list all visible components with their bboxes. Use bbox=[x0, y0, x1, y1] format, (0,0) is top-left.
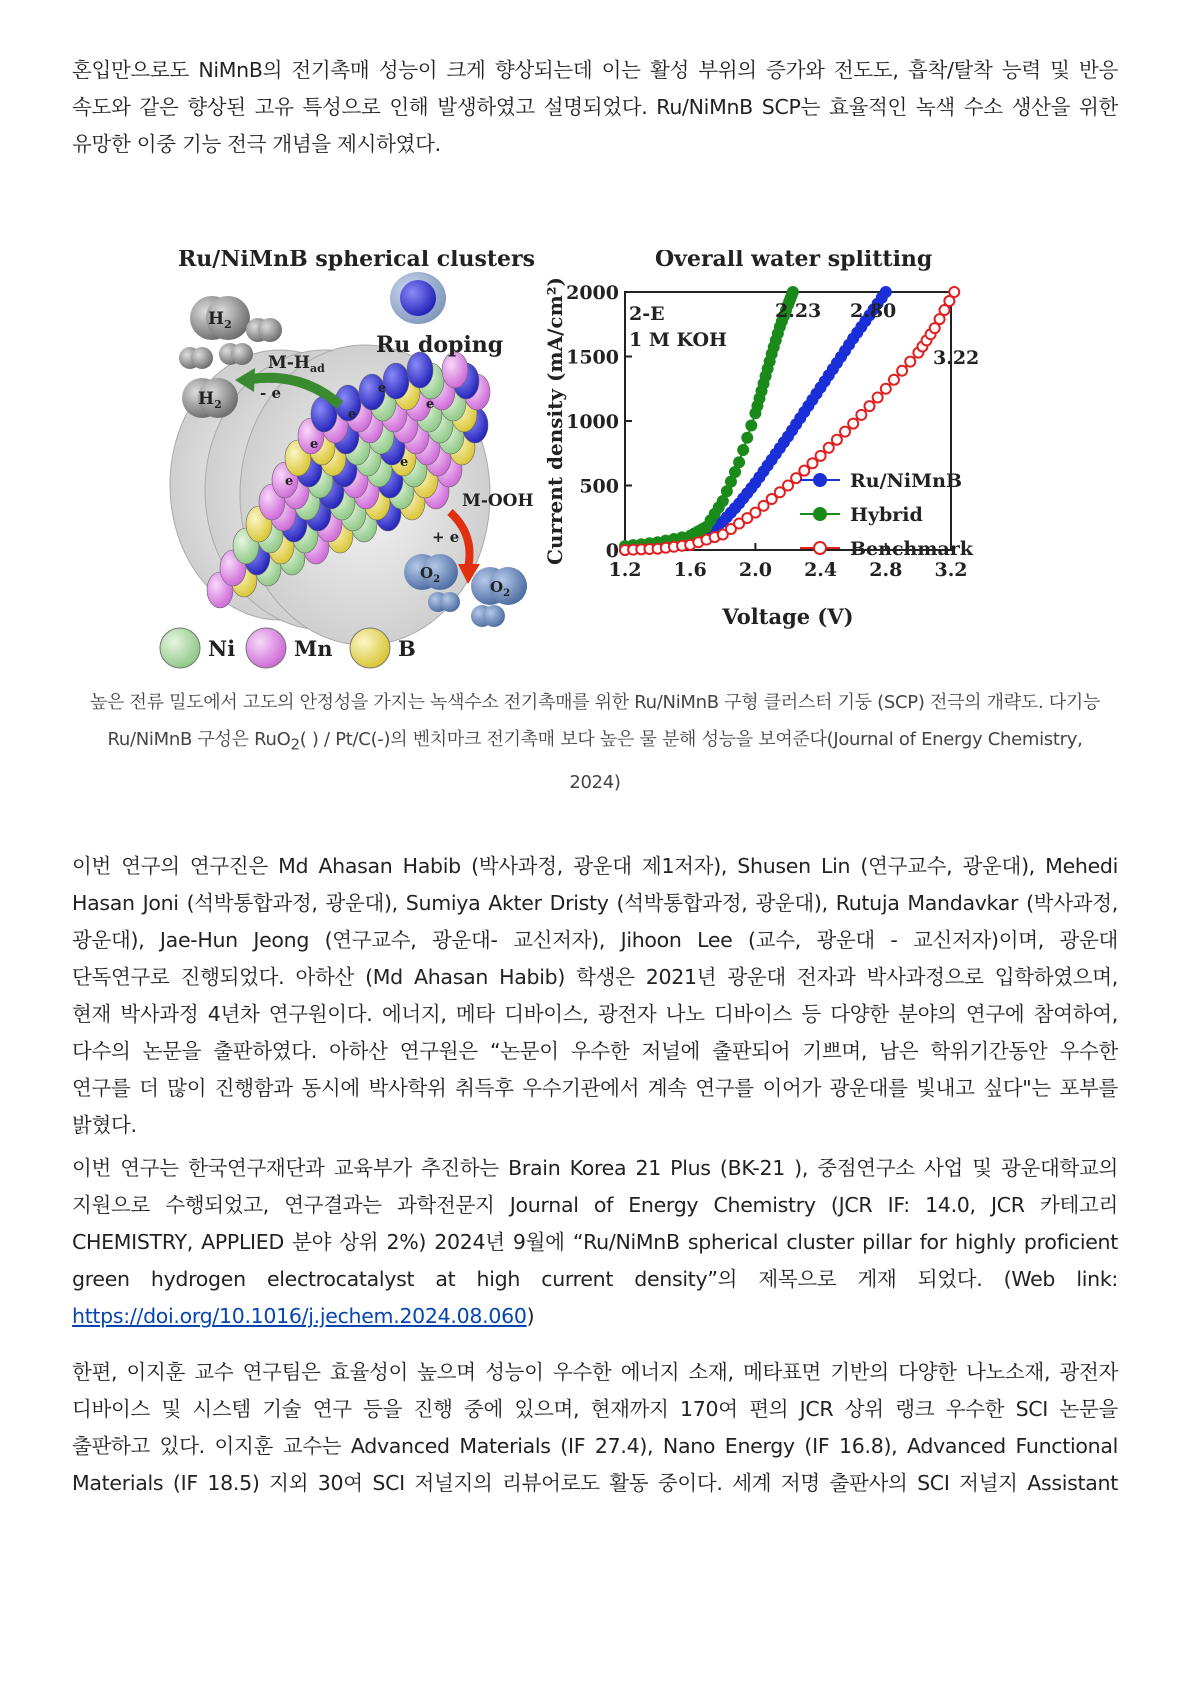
data-point bbox=[726, 477, 736, 487]
data-point bbox=[889, 375, 899, 385]
data-point bbox=[897, 366, 907, 376]
data-point bbox=[722, 486, 732, 496]
electron-label: e bbox=[348, 407, 357, 422]
electron-label: e bbox=[400, 455, 409, 470]
data-point bbox=[856, 410, 866, 420]
h2-label: $H_2$ bbox=[208, 309, 232, 331]
data-point bbox=[848, 419, 858, 429]
data-point bbox=[791, 473, 801, 483]
data-point bbox=[807, 458, 817, 468]
text-line: https://doi.org/10.1016/j.jechem.2024.08.060) bbox=[72, 1304, 535, 1328]
legend-marker bbox=[814, 508, 826, 520]
x-tick-label: 1.6 bbox=[673, 559, 707, 581]
data-point bbox=[742, 433, 752, 443]
legend-label: Benchmark bbox=[850, 538, 973, 560]
data-point bbox=[788, 287, 798, 297]
electron-label: e bbox=[310, 437, 319, 452]
text-line: 혼입만으로도 NiMnB의 전기촉매 성능이 크게 향상되는데 이는 활성 부위의 증가와 전도도, 흡착/탈착 능력 및 반응 bbox=[72, 58, 1118, 82]
legend-marker bbox=[814, 542, 826, 554]
text-line: 이번 연구의 연구진은 Md Ahasan Habib (박사과정, 광운대 제1저자), Shusen Lin (연구교수, 광운대), Mehedi bbox=[72, 854, 1118, 878]
data-point bbox=[783, 481, 793, 491]
y-tick-label: 2000 bbox=[566, 282, 619, 304]
text-line: 디바이스 및 시스템 기술 연구 등을 진행 중에 있으며, 현재까지 170여 편의 JCR 상위 랭크 우수한 SCI 논문을 bbox=[72, 1397, 1118, 1421]
data-point bbox=[730, 467, 740, 477]
electron-label: e bbox=[426, 397, 435, 412]
plus-e-label: + e bbox=[432, 528, 460, 546]
ru-doping-label: Ru doping bbox=[376, 332, 504, 358]
x-tick-label: 1.2 bbox=[608, 559, 642, 581]
x-tick-label: 2.0 bbox=[738, 559, 772, 581]
doi-link[interactable]: https://doi.org/10.1016/j.jechem.2024.08.060 bbox=[72, 1304, 527, 1328]
paragraph-intro-continued bbox=[72, 52, 1118, 163]
element-legend bbox=[160, 628, 416, 668]
text-line: 광운대), Jae-Hun Jeong (연구교수, 광운대- 교신저자), Jihoon Lee (교수, 광운대 - 교신저자)이며, 광운대 bbox=[72, 928, 1118, 952]
legend-marker bbox=[814, 474, 826, 486]
paragraph-researchers bbox=[72, 848, 1118, 1144]
chart-legend bbox=[800, 470, 974, 560]
legend-ni-label: Ni bbox=[208, 636, 236, 661]
x-tick-label: 3.2 bbox=[934, 559, 968, 581]
data-point bbox=[746, 421, 756, 431]
legend-label: Hybrid bbox=[850, 504, 923, 526]
text-line: green hydrogen electrocatalyst at high current density”의 제목으로 게재 되었다. (Web link: bbox=[72, 1267, 1118, 1291]
chart-ticks bbox=[566, 282, 967, 581]
text-line: 현재 박사과정 4년차 연구원이다. 에너지, 메타 디바이스, 광전자 나노 디바이스 등 다양한 분야의 연구에 참여하여, bbox=[72, 1002, 1118, 1026]
minus-e-label: - e bbox=[260, 384, 281, 402]
text-line: 연구를 더 많이 진행함과 동시에 박사학위 취득후 우수기관에서 계속 연구를 이어가 광운대를 빛내고 싶다"는 포부를 bbox=[72, 1076, 1118, 1100]
text-line: CHEMISTRY, APPLIED 분야 상위 2%) 2024년 9월에 “Ru/NiMnB spherical cluster pillar for highly proficient bbox=[72, 1230, 1118, 1254]
caption-line: 높은 전류 밀도에서 고도의 안정성을 가지는 녹색수소 전기촉매를 위한 Ru/NiMnB 구형 클러스터 기둥 (SCP) 전극의 개략도. 다기능 bbox=[89, 692, 1101, 713]
x-tick-label: 2.8 bbox=[869, 559, 903, 581]
y-tick-label: 500 bbox=[579, 475, 619, 498]
electron-label: e bbox=[285, 474, 294, 489]
chart-annotation-line: 2-E bbox=[629, 303, 665, 325]
text-line: 이번 연구는 한국연구재단과 교육부가 추진하는 Brain Korea 21 Plus (BK-21 ), 중점연구소 사업 및 광운대학교의 bbox=[72, 1156, 1118, 1180]
x-tick-label: 2.4 bbox=[804, 559, 838, 581]
chart-annotation-line: 1 M KOH bbox=[629, 329, 727, 351]
water-splitting-chart bbox=[543, 250, 979, 629]
electron-label: e bbox=[378, 381, 387, 396]
y-tick-label: 1000 bbox=[566, 411, 619, 433]
text-line: 밝혔다. bbox=[72, 1113, 137, 1137]
data-point bbox=[881, 384, 891, 394]
value-label: 3.22 bbox=[933, 347, 980, 369]
data-point bbox=[840, 427, 850, 437]
caption-line: Ru/NiMnB 구성은 RuO$_2$( ) / Pt/C(-)의 벤치마크 전기촉매 보다 높은 물 분해 성능을 보여준다(Journal of Energy Chemistry, bbox=[107, 729, 1083, 754]
data-point bbox=[949, 287, 959, 297]
text-line: 지원으로 수행되었고, 연구결과는 과학전문지 Journal of Energy Chemistry (JCR IF: 14.0, JCR 카테고리 bbox=[72, 1193, 1118, 1217]
data-point bbox=[824, 443, 834, 453]
x-axis-label: Voltage (V) bbox=[722, 604, 854, 629]
y-axis-label: Current density (mA/cm²) bbox=[543, 277, 567, 565]
paragraph-funding-publication bbox=[72, 1150, 1118, 1335]
data-point bbox=[832, 435, 842, 445]
m-ooh-label: M-OOH bbox=[462, 491, 534, 511]
data-point bbox=[738, 445, 748, 455]
cluster-sphere bbox=[383, 363, 409, 399]
legend-b-label: B bbox=[398, 636, 416, 661]
text-line: 유망한 이중 기능 전극 개념을 제시하였다. bbox=[72, 132, 441, 156]
data-point bbox=[881, 287, 891, 297]
data-point bbox=[865, 401, 875, 411]
chart-title: Overall water splitting bbox=[655, 250, 933, 272]
legend-label: Ru/NiMnB bbox=[850, 470, 963, 492]
h2-label: $H_2$ bbox=[198, 389, 222, 411]
data-point bbox=[816, 451, 826, 461]
value-label: 2.80 bbox=[850, 300, 897, 322]
data-point bbox=[718, 496, 728, 506]
o2-label: $O_2$ bbox=[490, 578, 511, 599]
data-point bbox=[905, 357, 915, 367]
text-line: 단독연구로 진행되었다. 아하산 (Md Ahasan Habib) 학생은 2021년 광운대 전자과 박사과정으로 입학하였으며, bbox=[72, 965, 1118, 989]
o2-label: $O_2$ bbox=[420, 564, 441, 585]
data-point bbox=[799, 466, 809, 476]
data-point bbox=[734, 457, 744, 467]
schematic-title: Ru/NiMnB spherical clusters bbox=[178, 250, 536, 272]
y-tick-label: 1500 bbox=[566, 346, 619, 369]
value-label: 2.23 bbox=[775, 300, 822, 322]
legend-mn-label: Mn bbox=[294, 636, 333, 661]
figure-schematic-and-chart bbox=[150, 250, 1050, 720]
figure-svg bbox=[150, 250, 1050, 720]
text-line: Hasan Joni (석박통합과정, 광운대), Sumiya Akter Dristy (석박통합과정, 광운대), Rutuja Mandavkar (박사과정, bbox=[72, 891, 1118, 915]
text-line: Materials (IF 18.5) 지외 30여 SCI 저널지의 리뷰어로도 활동 중이다. 세계 저명 출판사의 SCI 저널지 Assistant bbox=[72, 1471, 1118, 1495]
text-line: 속도와 같은 향상된 고유 특성으로 인해 발생하였고 설명되었다. Ru/NiMnB SCP는 효율적인 녹색 수소 생산을 위한 bbox=[72, 95, 1118, 119]
text-line: 한편, 이지훈 교수 연구팀은 효율성이 높으며 성능이 우수한 에너지 소재, 메타표면 기반의 다양한 나노소재, 광전자 bbox=[72, 1360, 1118, 1384]
ru-doping-icon bbox=[390, 272, 446, 324]
text-line: 출판하고 있다. 이지훈 교수는 Advanced Materials (IF 27.4), Nano Energy (IF 16.8), Advanced Functional bbox=[72, 1434, 1118, 1458]
caption-line: 2024) bbox=[569, 771, 621, 793]
y-tick-label: 0 bbox=[605, 540, 619, 562]
m-had-label: $M-H_{ad}$ bbox=[268, 353, 325, 375]
figure-caption bbox=[72, 684, 1118, 801]
text-line: 다수의 논문을 출판하였다. 아하산 연구원은 “논문이 우수한 저널에 출판되어 기쁘며, 남은 학위기간동안 우수한 bbox=[72, 1039, 1118, 1063]
paragraph-professor-lab bbox=[72, 1354, 1118, 1502]
data-point bbox=[873, 392, 883, 402]
